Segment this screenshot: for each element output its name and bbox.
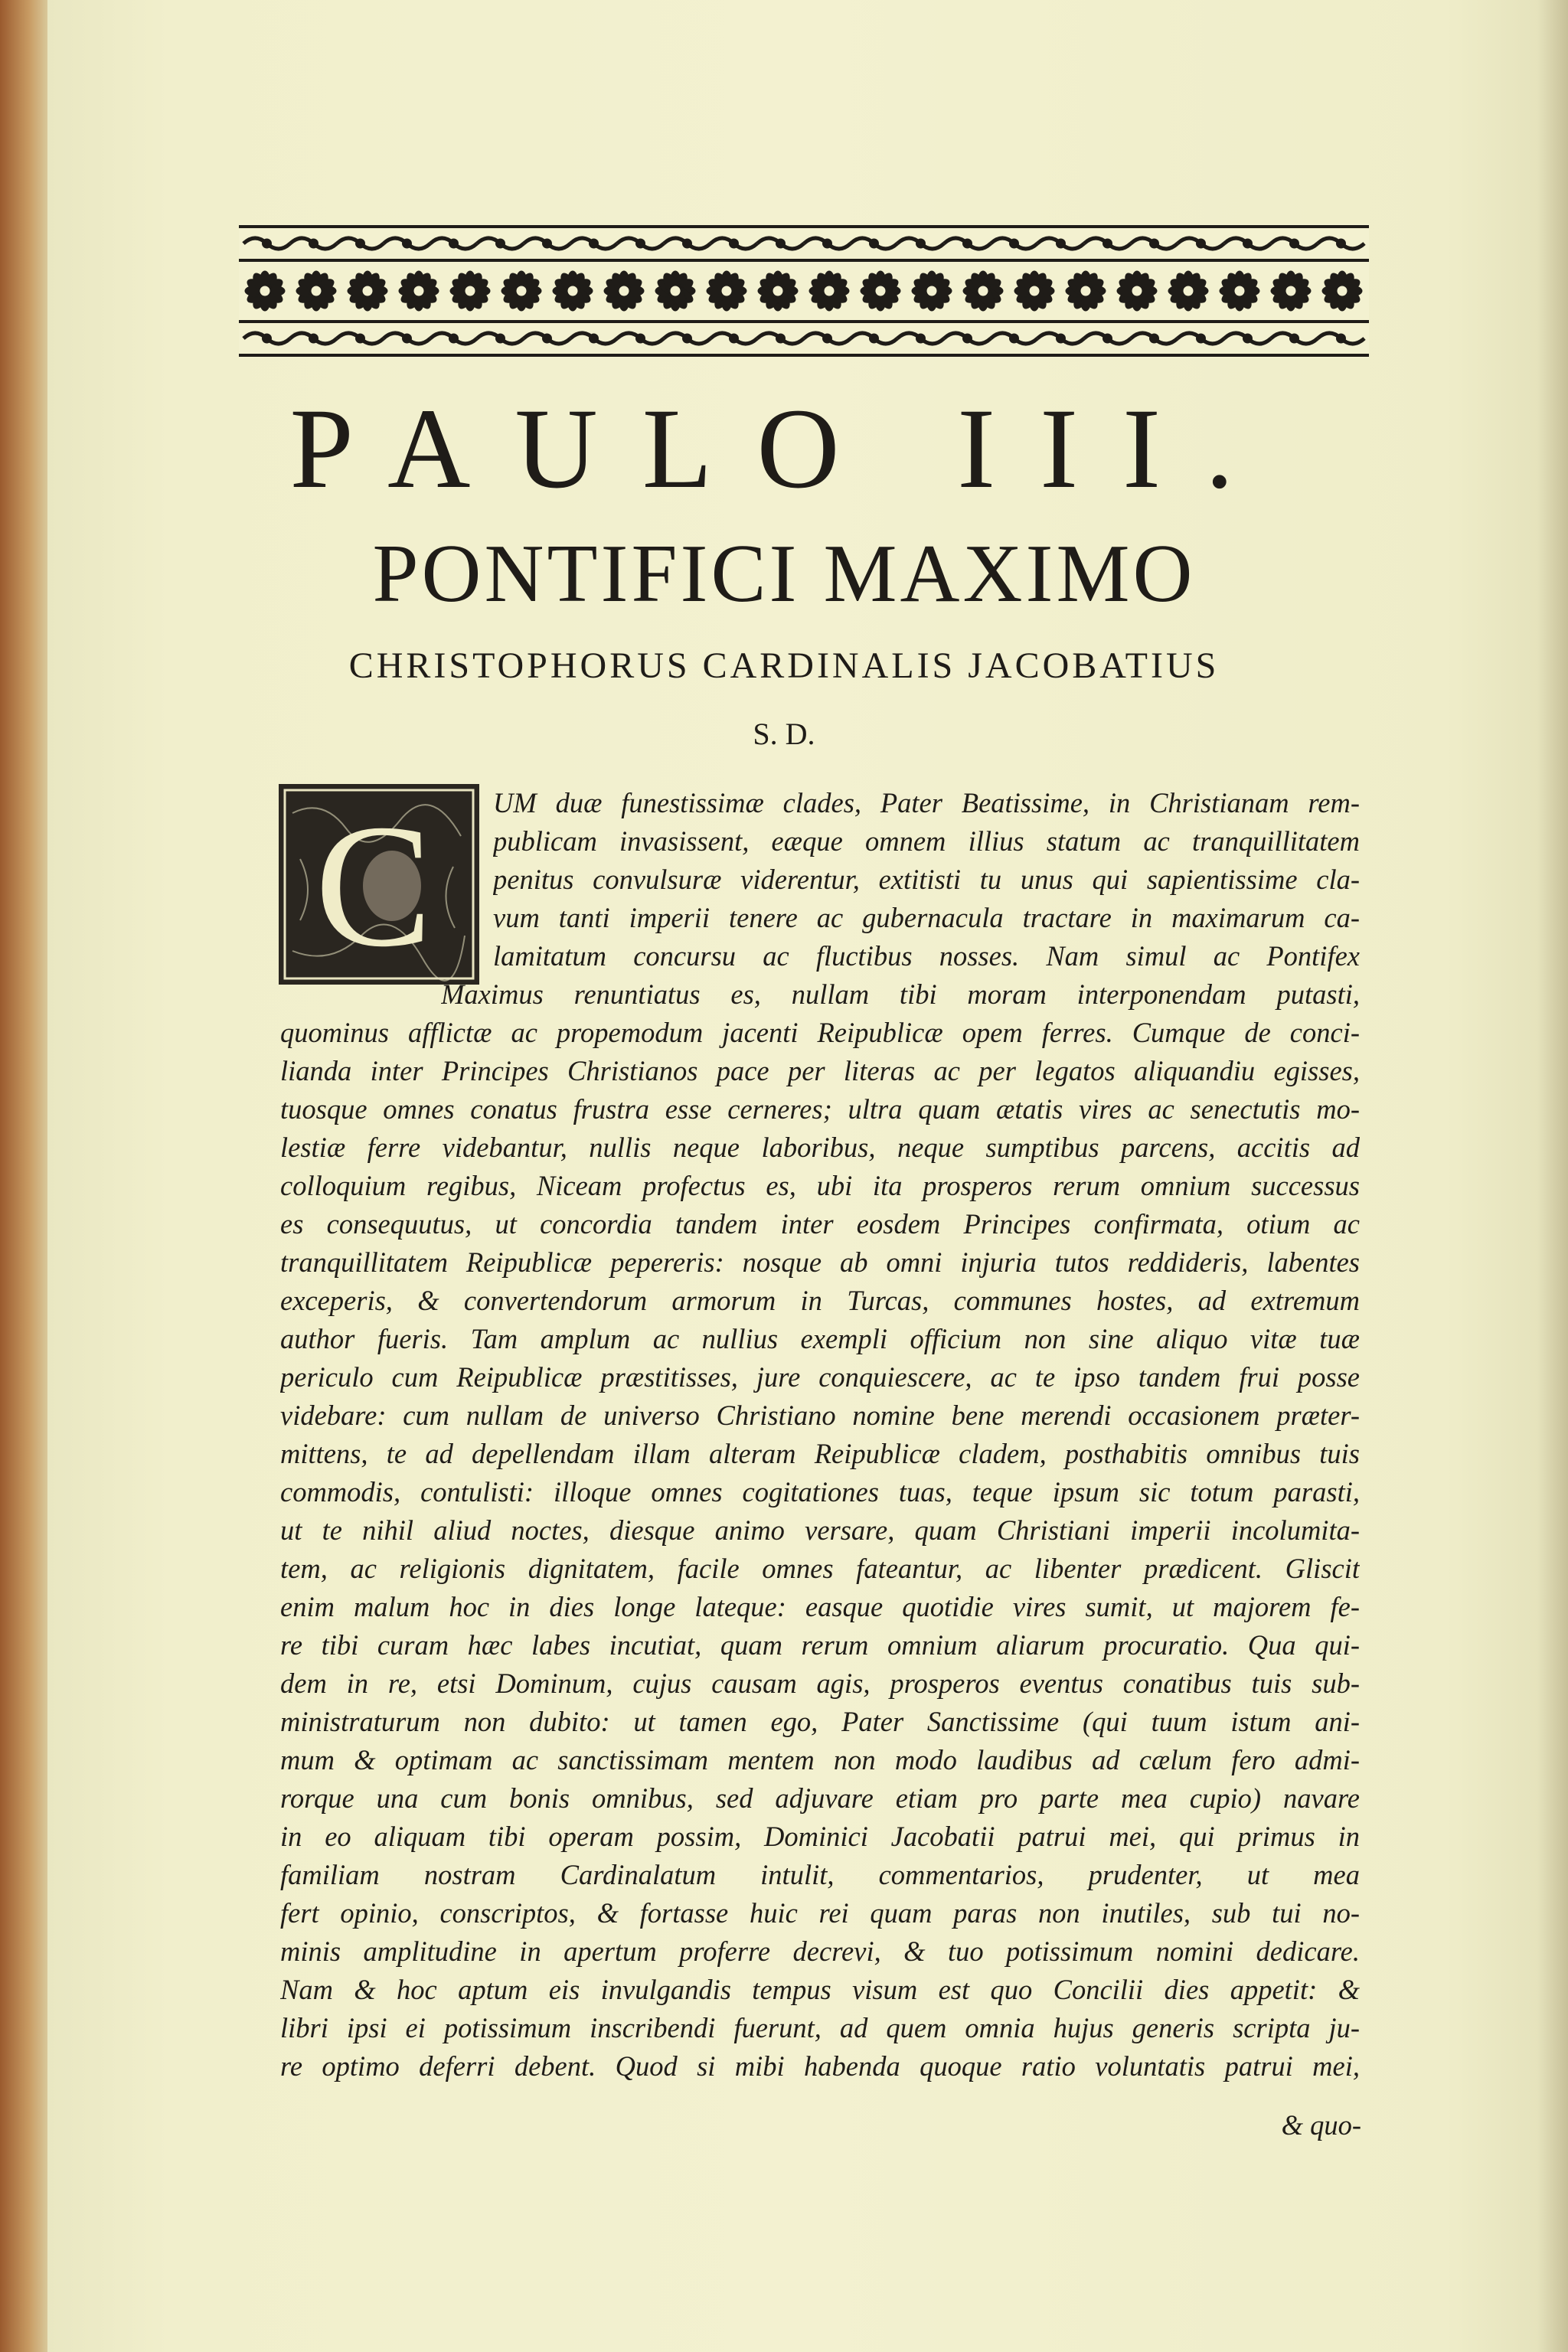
text-line: lestiæ ferre videbantur, nullis neque laboribus, neque sumptibus parcens, accitis ad <box>280 1132 1360 1163</box>
text-line: tuosque omnes conatus frustra esse cerneres; ultra quam ætatis vires ac senectutis mo- <box>280 1093 1360 1125</box>
text-line: tem, ac religionis dignitatem, facile omnes fateantur, ac libenter prædicent. Gliscit <box>280 1553 1360 1584</box>
text-line: colloquium regibus, Niceam profectus es, ubi ita prosperos rerum omnium successus <box>280 1170 1360 1201</box>
text-line: lamitatum concursu ac fluctibus nosses. Nam simul ac Pontifex <box>493 940 1360 972</box>
dedication-subtitle: PONTIFICI MAXIMO <box>372 528 1196 619</box>
text-line: Maximus renuntiatus es, nullam tibi moram interponendam putasti, <box>441 978 1360 1010</box>
book-spine-edge <box>0 0 47 2352</box>
text-line: enim malum hoc in dies longe lateque: easque quotidie vires sumit, ut majorem fe- <box>280 1591 1360 1622</box>
text-line: periculo cum Reipublicæ præstitisses, jure conquiescere, ac te ipso tandem frui posse <box>280 1361 1360 1393</box>
text-line: libri ipsi ei potissimum inscribendi fuerunt, ad quem omnia hujus generis scripta ju- <box>280 2012 1360 2043</box>
text-line: mum & optimam ac sanctissimam mentem non modo laudibus ad cælum fero admi- <box>280 1744 1360 1775</box>
headpiece-ornament <box>239 224 1369 358</box>
text-line: ministraturum non dubito: ut tamen ego, Pater Sanctissime (qui tuum istum ani- <box>280 1706 1360 1737</box>
text-line: in eo aliquam tibi operam possim, Dominici Jacobatii patrui mei, qui primus in <box>280 1821 1360 1852</box>
text-line: commodis, contulisti: illoque omnes cogitationes tuas, teque ipsum sic totum parasti, <box>280 1476 1360 1508</box>
text-line: lianda inter Principes Christianos pace per literas ac per legatos aliquandiu egisses, <box>280 1055 1360 1086</box>
text-line: UM duæ funestissimæ clades, Pater Beatissime, in Christianam rem- <box>493 787 1360 818</box>
text-line: quominus afflictæ ac propemodum jacenti Reipublicæ opem ferres. Cumque de conci- <box>280 1017 1360 1048</box>
text-line: re tibi curam hæc labes incutiat, quam rerum omnium aliarum procuratio. Qua qui- <box>280 1629 1360 1661</box>
page-shadow <box>1537 0 1568 2352</box>
text-line: videbare: cum nullam de universo Christiano nomine bene merendi occasionem præter- <box>280 1400 1360 1431</box>
text-line: tranquillitatem Reipublicæ pepereris: nosque ab omni injuria tutos reddideris, labentes <box>280 1246 1360 1278</box>
text-line: mittens, te ad depellendam illam alteram Reipublicæ cladem, posthabitis omnibus tuis <box>280 1438 1360 1469</box>
salutation: S. D. <box>753 717 815 751</box>
svg-text:C: C <box>315 788 433 983</box>
text-line: familiam nostram Cardinalatum intulit, commentarios, prudenter, ut mea <box>280 1859 1360 1890</box>
author-line: CHRISTOPHORUS CARDINALIS JACOBATIUS <box>348 645 1220 686</box>
text-line: penitus convulsuræ viderentur, extitisti tu unus qui sapientissime cla- <box>493 864 1360 895</box>
text-line: re optimo deferri debent. Quod si mibi habenda quoque ratio voluntatis patrui mei, <box>280 2050 1360 2082</box>
dedication-text <box>280 784 1360 2086</box>
text-line: publicam invasissent, eæque omnem illius statum ac tranquillitatem <box>493 825 1360 857</box>
text-line: author fueris. Tam amplum ac nullius exempli officium non sine aliquo vitæ tuæ <box>280 1323 1360 1354</box>
text-line: Nam & hoc aptum eis invulgandis tempus visum est quo Concilii dies appetit: & <box>280 1974 1360 2005</box>
text-line: minis amplitudine in apertum proferre decrevi, & tuo potissimum nomini dedicare. <box>280 1936 1360 1967</box>
dedication-title: PAULO III. <box>289 385 1279 512</box>
text-line: es consequutus, ut concordia tandem inter eosdem Principes confirmata, otium ac <box>280 1208 1360 1240</box>
text-line: ut te nihil aliud noctes, diesque animo versare, quam Christiani imperii incolumita- <box>280 1514 1360 1546</box>
text-line: dem in re, etsi Dominum, cujus causam agis, prosperos eventus conatibus tuis sub- <box>280 1668 1360 1699</box>
text-line: vum tanti imperii tenere ac gubernacula tractare in maximarum ca- <box>493 902 1360 933</box>
text-line: exceperis, & convertendorum armorum in Turcas, communes hostes, ad extremum <box>280 1285 1360 1316</box>
catchword: & quo- <box>1281 2109 1361 2141</box>
text-line: rorque una cum bonis omnibus, sed adjuvare etiam pro parte mea cupio) navare <box>280 1782 1360 1814</box>
text-line: fert opinio, conscriptos, & fortasse huic rei quam paras non inutiles, sub tui no- <box>280 1897 1360 1929</box>
